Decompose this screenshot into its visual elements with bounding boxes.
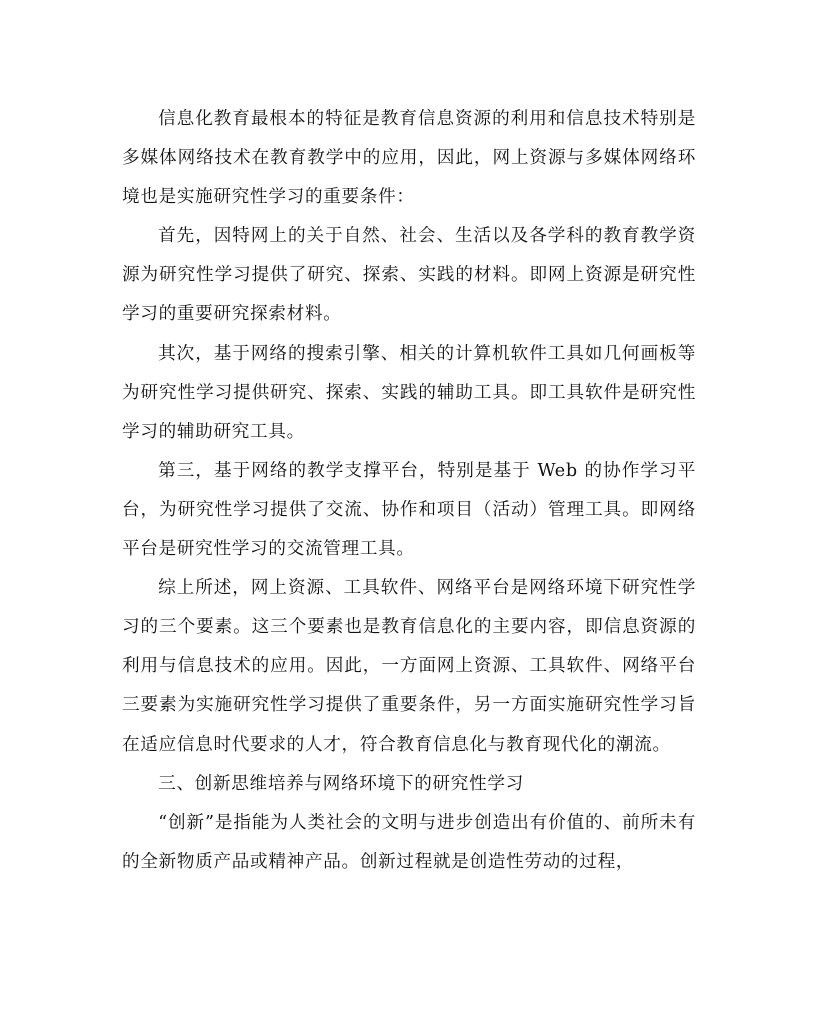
paragraph-second: 其次，基于网络的搜索引擎、相关的计算机软件工具如几何画板等为研究性学习提供研究、探索、实践的辅助工具。即工具软件是研究性学习的辅助研究工具。 — [122, 343, 696, 442]
paragraph-innovation: “创新”是指能为人类社会的文明与进步创造出有价值的、前所未有的全新物质产品或精神产品。创新过程就是创造性劳动的过程， — [122, 812, 696, 872]
section-heading: 三、创新思维培养与网络环境下的研究性学习 — [158, 773, 524, 794]
document-body — [122, 100, 696, 882]
paragraph-first: 首先，因特网上的关于自然、社会、生活以及各学科的教育教学资源为研究性学习提供了研究、探索、实践的材料。即网上资源是研究性学习的重要研究探索材料。 — [122, 226, 696, 325]
paragraph-summary: 综上所述，网上资源、工具软件、网络平台是网络环境下研究性学习的三个要素。这三个要素也是教育信息化的主要内容，即信息资源的利用与信息技术的应用。因此，一方面网上资源、工具软件、网络平台三要素为实施研究性学习提供了重要条件，另一方面实施研究性学习旨在适应信息时代要求的人才，符合教育信息化与教育现代化的潮流。 — [122, 578, 696, 755]
paragraph-intro: 信息化教育最根本的特征是教育信息资源的利用和信息技术特别是多媒体网络技术在教育教学中的应用，因此，网上资源与多媒体网络环境也是实施研究性学习的重要条件： — [122, 109, 696, 208]
paragraph-third: 第三，基于网络的教学支撑平台，特别是基于 Web 的协作学习平台，为研究性学习提供了交流、协作和项目（活动）管理工具。即网络平台是研究性学习的交流管理工具。 — [122, 460, 696, 560]
